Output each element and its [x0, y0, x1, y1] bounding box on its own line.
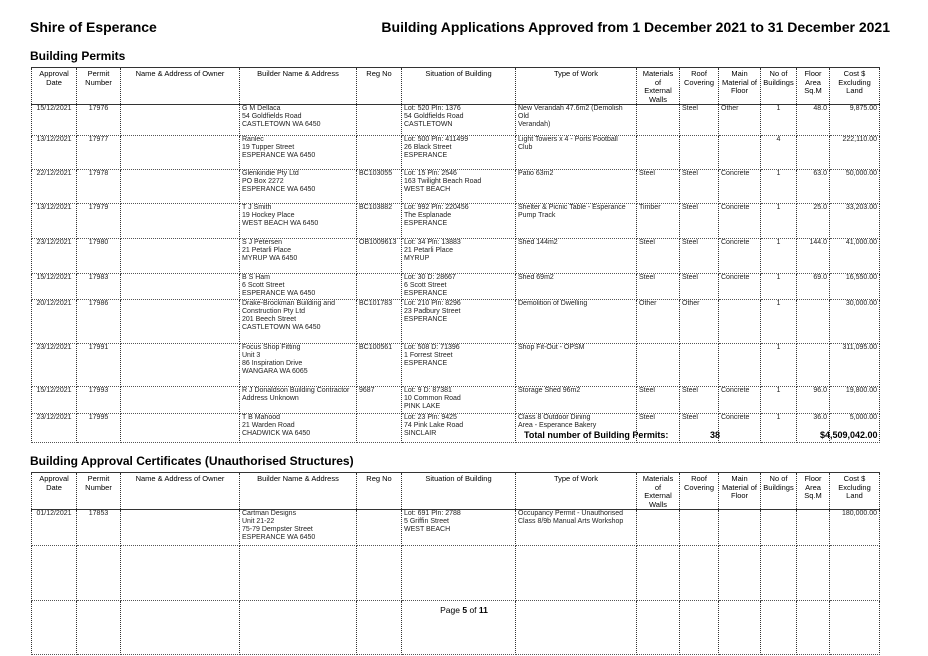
cell-owner: [121, 344, 240, 387]
cell-floor-material: Concrete: [719, 170, 761, 204]
cell-floor-material: Concrete: [719, 387, 761, 414]
report-title: Building Applications Approved from 1 December 2021 to 31 December 2021: [381, 19, 890, 35]
cell-buildings: 1: [761, 300, 797, 344]
cell-materials: Steel: [637, 274, 680, 300]
page-total: 11: [478, 605, 488, 615]
cell-roof: Other: [680, 300, 719, 344]
cell-reg-no: [357, 414, 402, 443]
table-row: [32, 387, 880, 414]
cell-materials: Timber: [637, 204, 680, 239]
cell-floor-material: [719, 344, 761, 387]
cell-permit-number: 17979: [77, 204, 121, 239]
cell-materials: [637, 344, 680, 387]
table-row: [32, 105, 880, 136]
col-approval-date: Approval Date: [32, 68, 77, 105]
page-prefix: Page: [440, 605, 460, 615]
cell-materials: Steel: [637, 170, 680, 204]
cell-floor-area: 36.0: [797, 414, 830, 443]
total-permits-cost: $4,509,042.00: [820, 430, 878, 440]
cell-roof: [680, 344, 719, 387]
cell-situation: Lot: 520 Pln: 1376 54 Goldfields Road CASTLETOWN: [402, 105, 516, 136]
col-builder: Builder Name & Address: [240, 473, 357, 510]
cell-floor-area: [797, 300, 830, 344]
cell-owner: [121, 274, 240, 300]
cell-approval-date: 23/12/2021: [32, 344, 77, 387]
cell-permit-number: 17978: [77, 170, 121, 204]
cell-situation: Lot: 23 Pln: 9425 74 Pink Lake Road SINCLAIR: [402, 414, 516, 443]
cell-buildings: [761, 510, 797, 546]
table-row: [32, 414, 880, 443]
cell-owner: [121, 136, 240, 170]
col-materials: Materials of External Walls: [637, 68, 680, 105]
total-permits-count: 38: [710, 430, 721, 440]
table-row: [32, 136, 880, 170]
cell-builder: Ranlec 19 Tupper Street ESPERANCE WA 6450: [240, 136, 357, 170]
cell-situation: Lot: 15 Pln: 2546 163 Twilight Beach Road WEST BEACH: [402, 170, 516, 204]
empty-cell: [761, 546, 797, 601]
col-floor-material: Main Material of Floor: [719, 473, 761, 510]
table-row: [32, 510, 880, 546]
col-type-of-work: Type of Work: [516, 473, 637, 510]
empty-cell: [240, 546, 357, 601]
cell-floor-area: 48.0: [797, 105, 830, 136]
col-permit-number: Permit Number: [77, 68, 121, 105]
cell-permit-number: 17995: [77, 414, 121, 443]
cell-floor-material: Concrete: [719, 414, 761, 443]
col-buildings: No of Buildings: [761, 68, 797, 105]
cell-type-of-work: Occupancy Permit - Unauthorised Class 8/9b Manual Arts Workshop: [516, 510, 637, 546]
cell-buildings: 1: [761, 170, 797, 204]
cell-cost: 311,095.00: [830, 344, 880, 387]
cell-floor-material: Concrete: [719, 274, 761, 300]
cell-reg-no: OB1009613: [357, 239, 402, 274]
page-footer: [0, 605, 928, 615]
cell-builder: R J Donaldson Building Contractor Address Unknown: [240, 387, 357, 414]
cell-situation: Lot: 34 Pln: 13883 21 Petarli Place MYRUP: [402, 239, 516, 274]
empty-cell: [797, 546, 830, 601]
cell-type-of-work: Demolition of Dwelling: [516, 300, 637, 344]
table-row: [32, 274, 880, 300]
col-roof: Roof Covering: [680, 473, 719, 510]
cell-floor-material: Other: [719, 105, 761, 136]
col-owner: Name & Address of Owner: [121, 68, 240, 105]
cell-permit-number: 17986: [77, 300, 121, 344]
table-row: [32, 170, 880, 204]
col-cost: Cost $ Excluding Land: [830, 473, 880, 510]
cell-cost: 50,000.00: [830, 170, 880, 204]
empty-cell: [357, 546, 402, 601]
cell-approval-date: 15/12/2021: [32, 387, 77, 414]
cell-reg-no: 9687: [357, 387, 402, 414]
cell-buildings: 1: [761, 204, 797, 239]
cell-cost: 180,000.00: [830, 510, 880, 546]
cell-buildings: 1: [761, 239, 797, 274]
empty-cell: [719, 546, 761, 601]
cell-type-of-work: Patio 63m2: [516, 170, 637, 204]
cell-approval-date: 20/12/2021: [32, 300, 77, 344]
col-floor-material: Main Material of Floor: [719, 68, 761, 105]
cell-builder: T J Smith 19 Hockey Place WEST BEACH WA 6450: [240, 204, 357, 239]
cell-type-of-work: Shed 69m2: [516, 274, 637, 300]
cell-permit-number: 17977: [77, 136, 121, 170]
cell-owner: [121, 170, 240, 204]
cell-buildings: 4: [761, 136, 797, 170]
cell-situation: Lot: 508 D: 71396 1 Forrest Street ESPERANCE: [402, 344, 516, 387]
col-owner: Name & Address of Owner: [121, 473, 240, 510]
empty-cell: [516, 546, 637, 601]
cell-approval-date: 01/12/2021: [32, 510, 77, 546]
empty-cell: [402, 546, 516, 601]
cell-roof: Steel: [680, 414, 719, 443]
cell-type-of-work: Shed 144m2: [516, 239, 637, 274]
empty-cell: [121, 546, 240, 601]
cell-builder: G M Dellaca 54 Goldfields Road CASTLETOWN WA 6450: [240, 105, 357, 136]
col-reg-no: Reg No: [357, 473, 402, 510]
cell-floor-material: [719, 510, 761, 546]
empty-cell: [680, 546, 719, 601]
cell-permit-number: 17980: [77, 239, 121, 274]
table-row: [32, 239, 880, 274]
cell-type-of-work: Storage Shed 96m2: [516, 387, 637, 414]
cell-cost: 19,800.00: [830, 387, 880, 414]
table-row: [32, 344, 880, 387]
cell-builder: Drake-Brockman Building and Construction Pty Ltd 201 Beech Street CASTLETOWN WA 6450: [240, 300, 357, 344]
col-reg-no: Reg No: [357, 68, 402, 105]
cell-reg-no: [357, 274, 402, 300]
cell-floor-area: 25.0: [797, 204, 830, 239]
col-builder: Builder Name & Address: [240, 68, 357, 105]
cell-roof: Steel: [680, 170, 719, 204]
cell-reg-no: [357, 510, 402, 546]
cell-roof: Steel: [680, 387, 719, 414]
cell-builder: T B Mahood 21 Warden Road CHADWICK WA 6450: [240, 414, 357, 443]
empty-cell: [32, 546, 77, 601]
col-floor-area: Floor Area Sq.M: [797, 473, 830, 510]
page-of: of: [469, 605, 477, 615]
cell-reg-no: BC101783: [357, 300, 402, 344]
cell-materials: Steel: [637, 387, 680, 414]
cell-floor-area: 96.0: [797, 387, 830, 414]
cell-situation: Lot: 210 Pln: 8296 23 Padbury Street ESPERANCE: [402, 300, 516, 344]
cell-buildings: 1: [761, 274, 797, 300]
total-permits-label: Total number of Building Permits:: [524, 430, 669, 440]
cell-situation: Lot: 691 Pln: 2788 5 Griffin Street WEST BEACH: [402, 510, 516, 546]
empty-cell: [77, 546, 121, 601]
cell-owner: [121, 105, 240, 136]
cell-permit-number: 17853: [77, 510, 121, 546]
cell-owner: [121, 387, 240, 414]
building-permits-title: Building Permits: [30, 49, 126, 63]
cell-buildings: 1: [761, 414, 797, 443]
cell-owner: [121, 204, 240, 239]
col-situation: Situation of Building: [402, 473, 516, 510]
col-permit-number: Permit Number: [77, 473, 121, 510]
building-permits-table: [31, 67, 880, 443]
col-materials: Materials of External Walls: [637, 473, 680, 510]
cell-roof: [680, 136, 719, 170]
cell-permit-number: 17993: [77, 387, 121, 414]
col-buildings: No of Buildings: [761, 473, 797, 510]
cell-floor-material: Concrete: [719, 239, 761, 274]
cell-owner: [121, 414, 240, 443]
cell-builder: Focus Shop Fitting Unit 3 86 Inspiration Drive WANGARA WA 6065: [240, 344, 357, 387]
cell-situation: Lot: 9 D: 87381 10 Common Road PINK LAKE: [402, 387, 516, 414]
cell-buildings: 1: [761, 344, 797, 387]
cell-roof: Steel: [680, 274, 719, 300]
col-floor-area: Floor Area Sq.M: [797, 68, 830, 105]
cell-situation: Lot: 30 D: 28667 6 Scott Street ESPERANCE: [402, 274, 516, 300]
cell-floor-area: [797, 344, 830, 387]
certificates-title: Building Approval Certificates (Unauthorised Structures): [30, 454, 354, 468]
cell-roof: Steel: [680, 239, 719, 274]
cell-situation: Lot: 500 Pln: 411499 26 Black Street ESPERANCE: [402, 136, 516, 170]
page-current: 5: [462, 605, 468, 615]
cell-builder: Glenkindie Pty Ltd PO Box 2272 ESPERANCE WA 6450: [240, 170, 357, 204]
cell-cost: 16,550.00: [830, 274, 880, 300]
table-header-row: [32, 68, 880, 105]
cell-reg-no: [357, 136, 402, 170]
cell-builder: Cartman Designs Unit 21-22 75-79 Dempster Street ESPERANCE WA 6450: [240, 510, 357, 546]
cell-situation: Lot: 992 Pln: 220456 The Esplanade ESPERANCE: [402, 204, 516, 239]
cell-materials: Other: [637, 300, 680, 344]
col-cost: Cost $ Excluding Land: [830, 68, 880, 105]
cell-approval-date: 13/12/2021: [32, 204, 77, 239]
cell-cost: 9,875.00: [830, 105, 880, 136]
col-type-of-work: Type of Work: [516, 68, 637, 105]
cell-type-of-work: Class 8 Outdoor Dining Area - Esperance Bakery: [516, 414, 637, 443]
cell-approval-date: 15/12/2021: [32, 274, 77, 300]
cell-owner: [121, 510, 240, 546]
cell-floor-material: [719, 300, 761, 344]
col-approval-date: Approval Date: [32, 473, 77, 510]
cell-type-of-work: New Verandah 47.6m2 (Demolish Old Verandah): [516, 105, 637, 136]
empty-cell: [637, 546, 680, 601]
cell-approval-date: 13/12/2021: [32, 136, 77, 170]
cell-materials: [637, 510, 680, 546]
cell-approval-date: 22/12/2021: [32, 170, 77, 204]
cell-floor-material: Concrete: [719, 204, 761, 239]
cell-buildings: 1: [761, 387, 797, 414]
cell-owner: [121, 239, 240, 274]
council-name: Shire of Esperance: [30, 19, 157, 35]
cell-materials: [637, 136, 680, 170]
empty-row: [32, 546, 880, 601]
cell-type-of-work: Shop Fit-Out - OPSM: [516, 344, 637, 387]
cell-buildings: 1: [761, 105, 797, 136]
cell-materials: Steel: [637, 239, 680, 274]
cell-cost: 33,203.00: [830, 204, 880, 239]
table-row: [32, 204, 880, 239]
cell-builder: S J Petersen 21 Petarli Place MYRUP WA 6450: [240, 239, 357, 274]
cell-reg-no: [357, 105, 402, 136]
cell-owner: [121, 300, 240, 344]
cell-approval-date: 15/12/2021: [32, 105, 77, 136]
cell-floor-area: 144.0: [797, 239, 830, 274]
cell-roof: [680, 510, 719, 546]
cell-cost: 30,000.00: [830, 300, 880, 344]
cell-builder: B S Ham 6 Scott Street ESPERANCE WA 6450: [240, 274, 357, 300]
cell-permit-number: 17991: [77, 344, 121, 387]
empty-cell: [830, 546, 880, 601]
cell-materials: Steel: [637, 414, 680, 443]
cell-approval-date: 23/12/2021: [32, 414, 77, 443]
cell-roof: Steel: [680, 204, 719, 239]
cell-approval-date: 23/12/2021: [32, 239, 77, 274]
cell-floor-area: [797, 136, 830, 170]
cell-reg-no: BC103882: [357, 204, 402, 239]
cell-floor-area: 69.0: [797, 274, 830, 300]
cell-cost: 41,000.00: [830, 239, 880, 274]
cell-floor-area: [797, 510, 830, 546]
cell-reg-no: BC103055: [357, 170, 402, 204]
cell-floor-area: 63.0: [797, 170, 830, 204]
col-situation: Situation of Building: [402, 68, 516, 105]
cell-type-of-work: Light Towers x 4 - Ports Football Club: [516, 136, 637, 170]
cell-permit-number: 17983: [77, 274, 121, 300]
cell-reg-no: BC100561: [357, 344, 402, 387]
table-row: [32, 300, 880, 344]
cell-floor-material: [719, 136, 761, 170]
cell-materials: [637, 105, 680, 136]
cell-cost: 222,110.00: [830, 136, 880, 170]
cell-permit-number: 17976: [77, 105, 121, 136]
cell-cost: 5,000.00: [830, 414, 880, 443]
cell-type-of-work: Shelter & Picnic Table - Esperance Pump Track: [516, 204, 637, 239]
cell-roof: Steel: [680, 105, 719, 136]
table-header-row: [32, 473, 880, 510]
certificates-table: [31, 472, 880, 655]
col-roof: Roof Covering: [680, 68, 719, 105]
